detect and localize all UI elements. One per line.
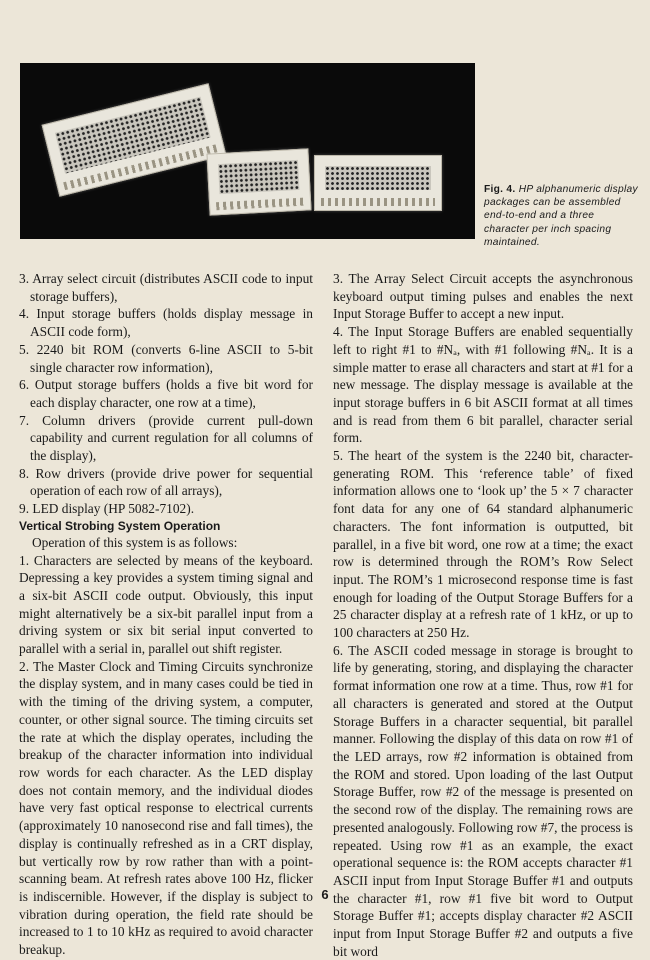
left-column <box>19 270 313 959</box>
pin-row <box>321 198 435 206</box>
display-package-middle <box>206 148 311 215</box>
list-item: 9. LED display (HP 5082-7102). <box>19 501 195 517</box>
paragraph: 1. Characters are selected by means of the keyboard. Depressing a key provides a system timing signal and a six-bit ASCII code output. Obviously, this input might alternatively be a six-bit parallel input from a driving system or six bit serial input converted to parallel with a serial in, parallel out shift register. <box>19 552 313 657</box>
led-array <box>218 160 299 194</box>
figure-photo <box>20 63 475 239</box>
display-package-left <box>42 83 227 196</box>
paragraph: 3. The Array Select Circuit accepts the asynchronous keyboard output timing pulses and enables the next Input Storage Buffer to accept a new input. <box>333 271 633 322</box>
figure-caption <box>484 183 639 249</box>
figure-caption-text: HP alphanumeric display packages can be assembled end-to-end and a three character per inch spacing maintained. <box>484 184 638 248</box>
list-item: 3. Array select circuit (distributes ASCII code to input storage buffers), <box>19 271 313 304</box>
list-item: 7. Column drivers (provide current pull-down capability and current regulation for all columns of the display), <box>19 412 313 464</box>
figure-label: Fig. 4. <box>484 184 516 195</box>
list-item: 8. Row drivers (provide drive power for sequential operation of each row of all arrays), <box>19 465 313 499</box>
led-array <box>325 166 431 190</box>
section-heading: Vertical Strobing System Operation <box>19 518 221 533</box>
display-package-right <box>314 155 442 211</box>
paragraph: 4. The Input Storage Buffers are enabled sequentially left to right #1 to #Nₐ, with #1 following #Nₐ. It is a simple matter to erase all characters and start at #1 for a new message. The display message is available at the input storage buffers in 6 bit ASCII format at all times and is read from them 6 bit parallel, character serial form. <box>333 324 633 446</box>
intro-text: Operation of this system is as follows: <box>32 534 238 550</box>
page-number: 6 <box>321 887 329 902</box>
paragraph: 2. The Master Clock and Timing Circuits synchronize the display system, and in many cases could be tied in with the timing of the driving system, a computer, counter, or other signal source. The timing circuits set the rate at which the display operates, including the breakup of the character information into individual row words for each character. As the LED display does not contain memory, and the individual diodes have very fast optical response to electrical currents (approximately 10 nanosecond rise and fall times), the display is continually refreshed as in a CRT display, but vertically row by row rather than with a point-scanning beam. At refresh rates above 100 Hz, flicker is indiscernible. However, if the display is subject to vibration during operation, the field rate should be increased to 1 to 10 kHz as required to avoid character breakup. <box>19 658 313 958</box>
paragraph: 6. The ASCII coded message in storage is brought to life by generating, storing, and displaying the character format information one row at a time. Thus, row #1 for all characters is generated and stored at the Output Storage Buffers in a character sequential, bit parallel manner. Following the display of this data on row #1 of the LED arrays, row #2 information is obtained from the ROM and stored. Upon loading of the last Output Storage Buffer, row #2 of the message is presented on the second row of the display. The remaining rows are presented analogously. Following row #7, the process is repeated. Using row #1 as an example, the exact operational sequence is: the ROM accepts character #1 ASCII input from Input Storage Buffer #1 and outputs the character #1, row #1 five bit word to Output Storage Buffer #1; accepts display character #2 ASCII input from Input Storage Buffer #2 and outputs a five bit word <box>333 642 634 959</box>
list-item: 6. Output storage buffers (holds a five bit word for each display character, one row at a time), <box>19 377 313 410</box>
list-item: 5. 2240 bit ROM (converts 6-line ASCII to 5-bit single character row information), <box>19 341 313 375</box>
paragraph: 5. The heart of the system is the 2240 bit, character-generating ROM. This ‘reference table’ of fixed information allows one to ‘look up’ the 5 × 7 character font data for any one of 64 standard alphanumeric characters. The font information is outputted, bit parallel, in a five bit word, one row at a time; the exact row is determined through the ROM’s Row Select input. The ROM’s 1 microsecond response time is fast enough for loading of the Output Storage Buffers for a 25 character display at a refresh rate of 1 kHz, or up to 100 characters at 250 Hz. <box>333 448 633 641</box>
list-item: 4. Input storage buffers (holds display message in ASCII code form), <box>19 306 313 340</box>
led-array <box>55 97 211 174</box>
right-column <box>333 270 633 960</box>
pin-row <box>216 198 304 211</box>
